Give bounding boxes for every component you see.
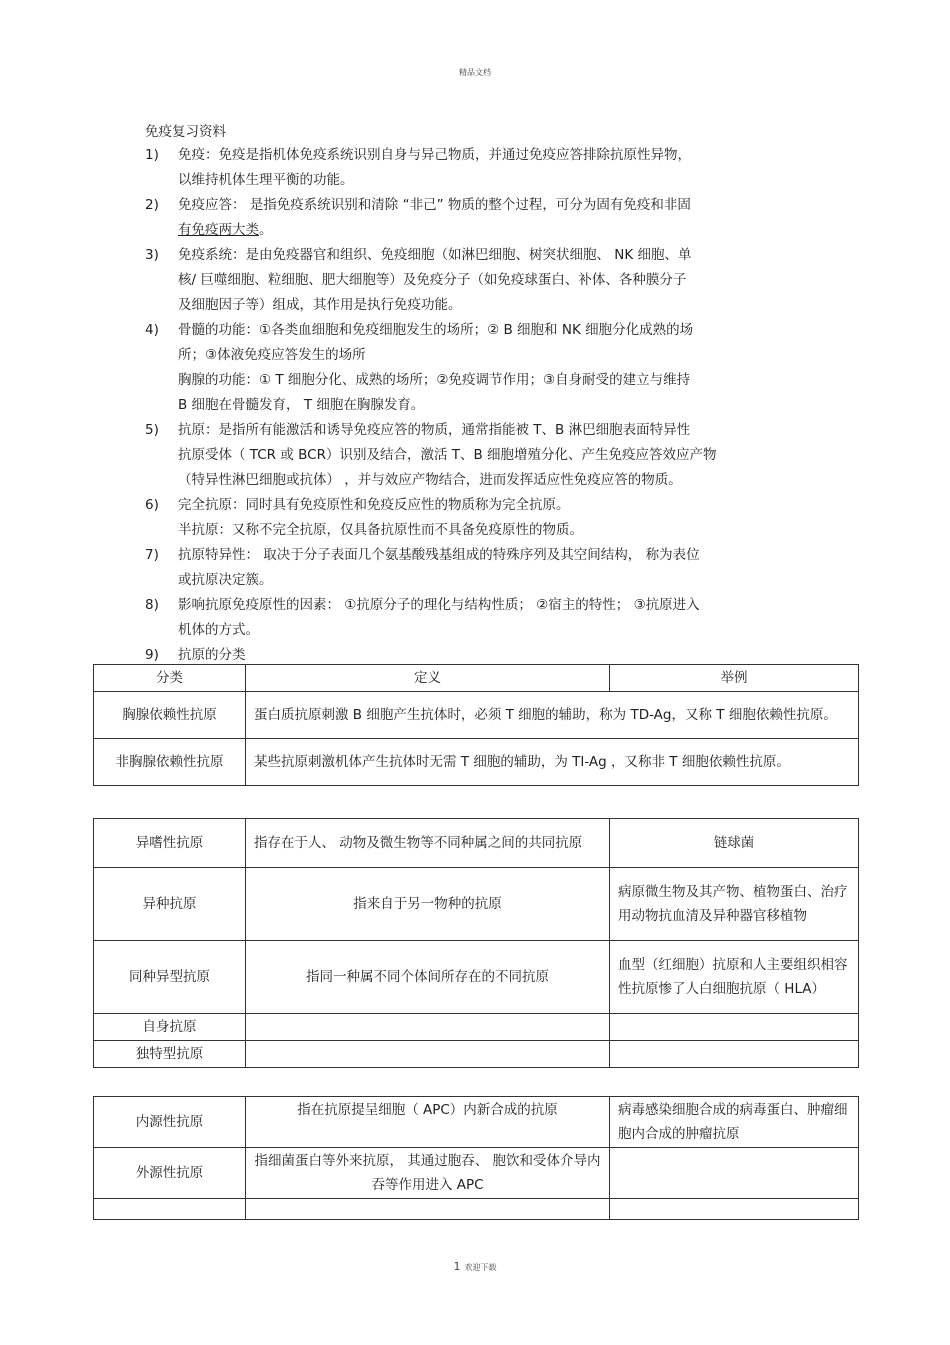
definition-cell: 蛋白质抗原刺激 B 细胞产生抗体时，必须 T 细胞的辅助，称为 TD-Ag，又称 T 细胞依赖性抗原。: [246, 692, 859, 739]
list-item-7: [145, 543, 815, 593]
definition-cell: 指来自于另一物种的抗原: [246, 868, 610, 941]
antigen-thymus-table: [93, 664, 859, 786]
example-cell: [610, 1148, 859, 1199]
list-item-2: [145, 193, 815, 243]
item-number: 3): [145, 247, 159, 263]
item-line: 及细胞因子等）组成，其作用是执行免疫功能。: [178, 297, 462, 313]
item-line: 免疫应答： 是指免疫系统识别和清除 “非己” 物质的整个过程，可分为固有免疫和非固: [178, 197, 691, 213]
table-row: [94, 692, 859, 739]
item-line: 抗原受体（ TCR 或 BCR）识别及结合，激活 T、B 细胞增殖分化、产生免疫应答效应产物: [178, 447, 717, 463]
antigen-name-cell: 异嗜性抗原: [94, 819, 246, 868]
item-number: 8): [145, 597, 159, 613]
antigen-name-cell: 同种异型抗原: [94, 941, 246, 1014]
antigen-name-cell: [94, 1199, 246, 1220]
item-text: 。: [259, 222, 273, 238]
list-item-5: [145, 418, 815, 493]
item-line: 核/ 巨噬细胞、粒细胞、肥大细胞等）及免疫分子（如免疫球蛋白、补体、各种膜分子: [178, 272, 687, 288]
definition-cell: 某些抗原刺激机体产生抗体时无需 T 细胞的辅助，为 TI-Ag ，又称非 T 细胞依赖性抗原。: [246, 739, 859, 786]
page-footer: [0, 1260, 950, 1273]
item-line: [178, 218, 815, 243]
example-cell: 链球菌: [610, 819, 859, 868]
definition-cell: [246, 1199, 610, 1220]
underlined-text: 有免疫两大类: [178, 222, 259, 238]
document-title: 免疫复习资料: [145, 124, 226, 140]
list-item-3: [145, 243, 815, 318]
item-number: 7): [145, 547, 159, 563]
definition-cell: 指细菌蛋白等外来抗原， 其通过胞吞、 胞饮和受体介导内吞等作用进入 APC: [246, 1148, 610, 1199]
item-number: 4): [145, 322, 159, 338]
table-row: [94, 1199, 859, 1220]
example-cell: 血型（红细胞）抗原和人主要组织相容性抗原惨了人白细胞抗原（ HLA）: [610, 941, 859, 1014]
item-line: 抗原：是指所有能激活和诱导免疫应答的物质，通常指能被 T、B 淋巴细胞表面特异性: [178, 422, 691, 438]
list-item-1: [145, 143, 815, 193]
antigen-name-cell: 异种抗原: [94, 868, 246, 941]
item-number: 9): [145, 647, 159, 663]
item-line: 胸腺的功能：① T 细胞分化、成熟的场所；②免疫调节作用；③自身耐受的建立与维持: [178, 372, 691, 388]
table-row: [94, 1097, 859, 1148]
column-header: 定义: [246, 665, 610, 692]
antigen-source-table: [93, 1096, 859, 1220]
page-number: 1: [453, 1260, 461, 1273]
table-row: [94, 1041, 859, 1068]
page-header: 精品文档: [459, 68, 491, 77]
item-line: 抗原的分类: [178, 647, 246, 663]
antigen-species-table: [93, 818, 859, 1068]
item-line: 半抗原：又称不完全抗原，仅具备抗原性而不具备免疫原性的物质。: [178, 522, 583, 538]
table-row: [94, 868, 859, 941]
table-row: [94, 941, 859, 1014]
item-line: 影响抗原免疫原性的因素： ①抗原分子的理化与结构性质； ②宿主的特性； ③抗原进入: [178, 597, 700, 613]
item-line: 或抗原决定簇。: [178, 572, 273, 588]
table-row: [94, 819, 859, 868]
antigen-name-cell: 胸腺依赖性抗原: [94, 692, 246, 739]
table-row: [94, 1148, 859, 1199]
item-number: 5): [145, 422, 159, 438]
item-number: 2): [145, 197, 159, 213]
example-cell: [610, 1199, 859, 1220]
footer-text: 欢迎下载: [464, 1263, 497, 1272]
item-line: 骨髓的功能：①各类血细胞和免疫细胞发生的场所；② B 细胞和 NK 细胞分化成熟的场: [178, 322, 694, 338]
item-number: 1): [145, 147, 159, 163]
table-row: [94, 1014, 859, 1041]
review-list: [145, 143, 815, 668]
list-item-4: [145, 318, 815, 418]
definition-cell: 指在抗原提呈细胞（ APC）内新合成的抗原: [246, 1097, 610, 1148]
example-cell: [610, 1014, 859, 1041]
item-line: 以维持机体生理平衡的功能。: [178, 172, 354, 188]
antigen-name-cell: 内源性抗原: [94, 1097, 246, 1148]
item-line: 机体的方式。: [178, 622, 259, 638]
antigen-name-cell: 非胸腺依赖性抗原: [94, 739, 246, 786]
definition-cell: [246, 1014, 610, 1041]
definition-cell: 指存在于人、 动物及微生物等不同种属之间的共同抗原: [246, 819, 610, 868]
item-line: B 细胞在骨髓发育， T 细胞在胸腺发育。: [178, 397, 425, 413]
item-line: 免疫：免疫是指机体免疫系统识别自身与异己物质，并通过免疫应答排除抗原性异物，: [178, 147, 691, 163]
item-line: 所；③体液免疫应答发生的场所: [178, 347, 366, 363]
table-row: [94, 739, 859, 786]
example-cell: [610, 1041, 859, 1068]
item-line: （特异性淋巴细胞或抗体） ，并与效应产物结合，进而发挥适应性免疫应答的物质。: [178, 472, 682, 488]
list-item-8: [145, 593, 815, 643]
item-line: 免疫系统：是由免疫器官和组织、免疫细胞（如淋巴细胞、树突状细胞、 NK 细胞、单: [178, 247, 692, 263]
example-cell: 病原微生物及其产物、植物蛋白、治疗用动物抗血清及异种器官移植物: [610, 868, 859, 941]
column-header: 举例: [610, 665, 859, 692]
item-line: 抗原特异性： 取决于分子表面几个氨基酸残基组成的特殊序列及其空间结构， 称为表位: [178, 547, 700, 563]
item-line: 完全抗原：同时具有免疫原性和免疫反应性的物质称为完全抗原。: [178, 497, 570, 513]
column-header: 分类: [94, 665, 246, 692]
antigen-name-cell: 自身抗原: [94, 1014, 246, 1041]
example-cell: 病毒感染细胞合成的病毒蛋白、肿瘤细胞内合成的肿瘤抗原: [610, 1097, 859, 1148]
list-item-6: [145, 493, 815, 543]
item-number: 6): [145, 497, 159, 513]
definition-cell: [246, 1041, 610, 1068]
antigen-name-cell: 外源性抗原: [94, 1148, 246, 1199]
definition-cell: 指同一种属不同个体间所存在的不同抗原: [246, 941, 610, 1014]
antigen-name-cell: 独特型抗原: [94, 1041, 246, 1068]
table-header-row: [94, 665, 859, 692]
